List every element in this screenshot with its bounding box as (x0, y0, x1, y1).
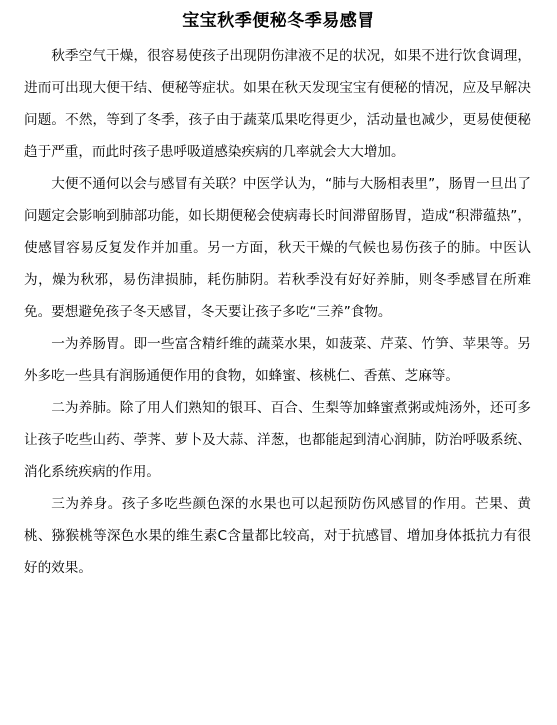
paragraph-constipation-autumn: 秋季空气干燥，很容易使孩子出现阴伤津液不足的状况，如果不进行饮食调理，进而可出现大便干结、便秘等症状。如果在秋天发现宝宝有便秘的情况，应及早解决问题。不然，等到了冬季，孩子由于蔬菜瓜果吃得更少，活动量也减少，更易使便秘趋于严重，而此时孩子患呼吸道感染疾病的几率就会大大增加。 (24, 48, 531, 160)
paragraph-nourish-stomach: 一为养肠胃。即一些富含精纤维的蔬菜水果，如菠菜、芹菜、竹笋、苹果等。另外多吃一些具有润肠通便作用的食物，如蜂蜜、核桃仁、香蕉、芝麻等。 (24, 336, 531, 384)
paragraph-nourish-body: 三为养身。孩子多吃些颜色深的水果也可以起预防伤风感冒的作用。芒果、黄桃、猕猴桃等深色水果的维生素C含量都比较高，对于抗感冒、增加身体抵抗力有很好的效果。 (24, 496, 531, 576)
document-title: 宝宝秋季便秘冬季易感冒 (182, 11, 375, 31)
paragraph-lung-intestine-link: 大便不通何以会与感冒有关联？中医学认为，“肺与大肠相表里”，肠胃一旦出了问题定会影响到肺部功能，如长期便秘会使病毒长时间滞留肠胃，造成“积滞蕴热”，使感冒容易反复发作并加重。另一方面，秋天干燥的气候也易伤孩子的肺。中医认为，燥为秋邪，易伤津损肺，耗伤肺阴。若秋季没有好好养肺，则冬季感冒在所难免。要想避免孩子冬天感冒，冬天要让孩子多吃“三养”食物。 (24, 176, 531, 320)
document-body (24, 40, 531, 584)
paragraph-nourish-lung: 二为养肺。除了用人们熟知的银耳、百合、生梨等加蜂蜜煮粥或炖汤外，还可多让孩子吃些山药、荸荠、萝卜及大蒜、洋葱，也都能起到清心润肺，防治呼吸系统、消化系统疾病的作用。 (24, 400, 531, 480)
